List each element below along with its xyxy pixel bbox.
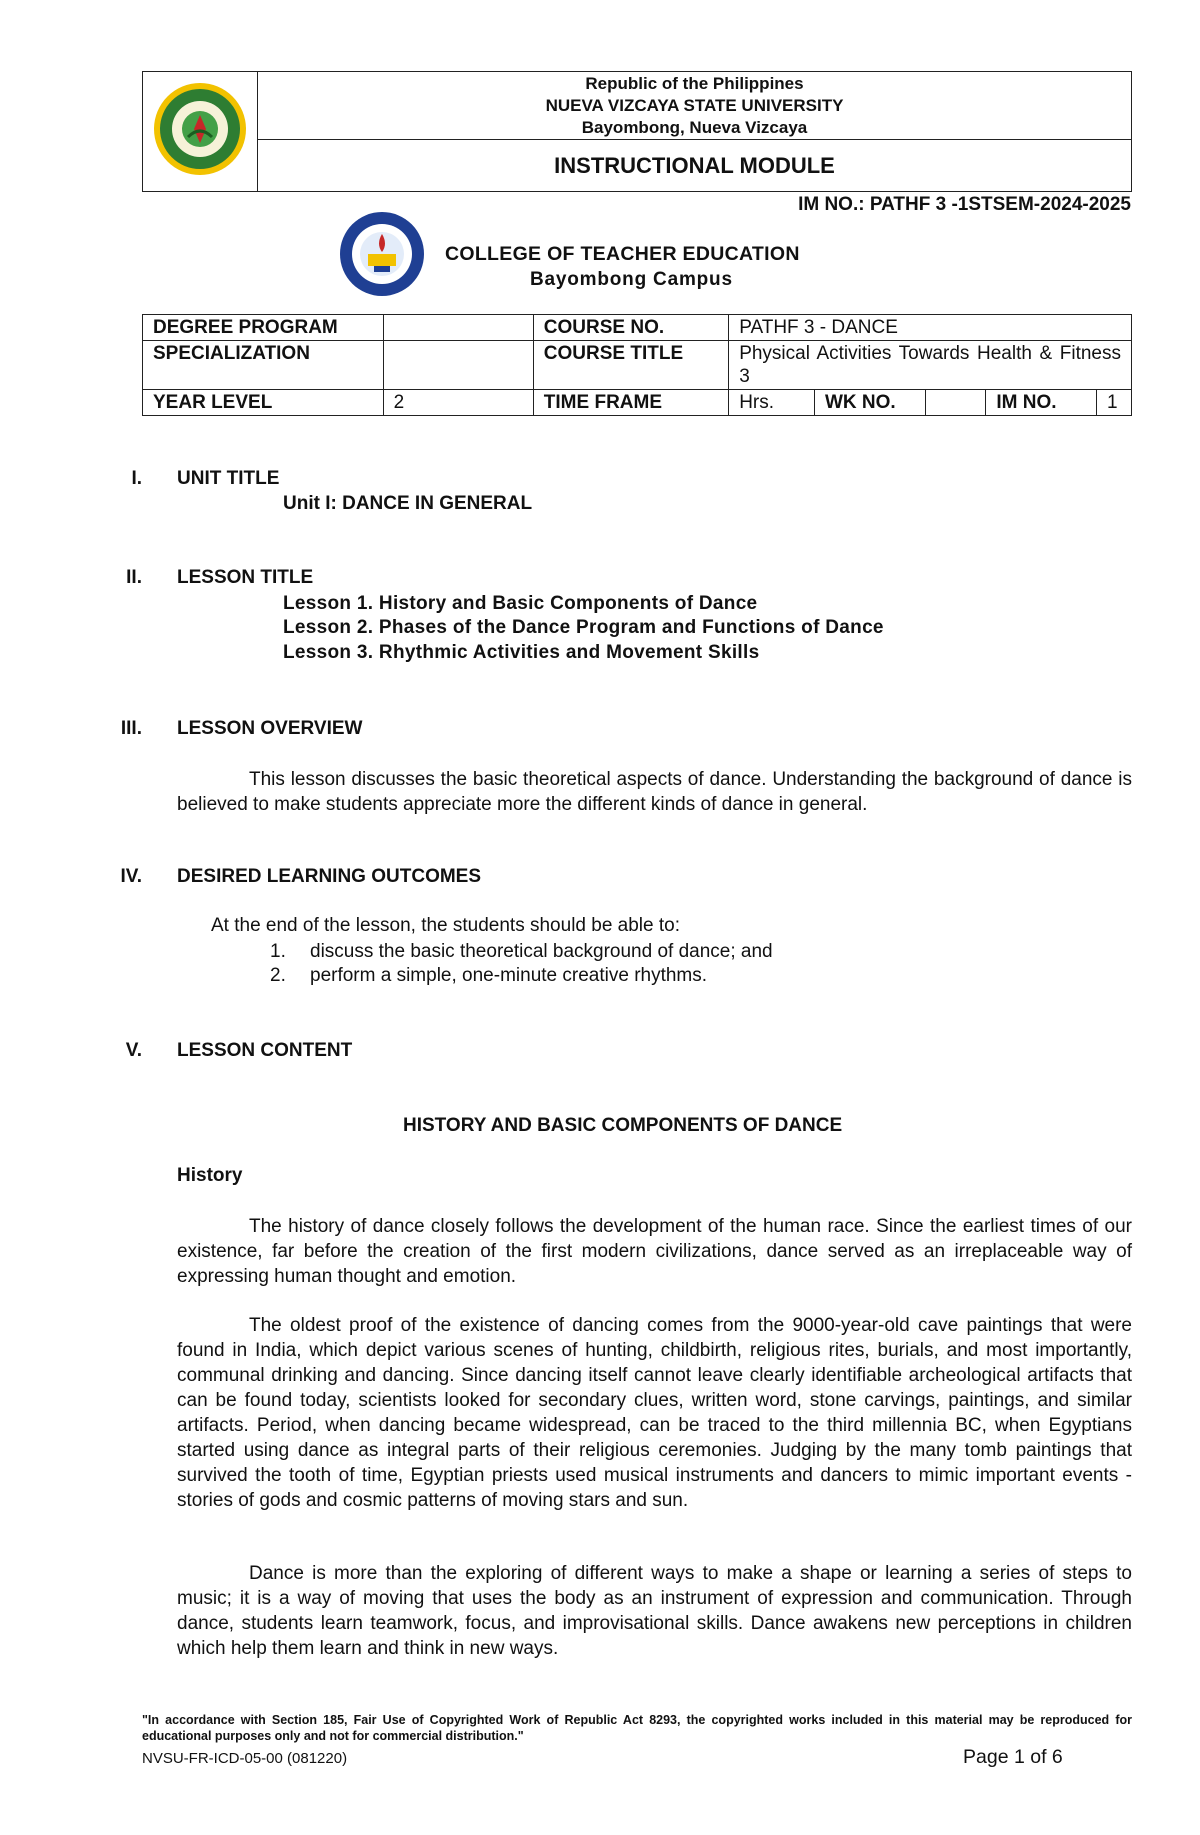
time-frame-label: TIME FRAME — [533, 390, 728, 416]
section-2-title: LESSON TITLE — [177, 567, 314, 588]
lesson-3-title: Lesson 3. Rhythmic Activities and Movement Skills — [283, 642, 760, 663]
im-no-label: IM NO. — [986, 390, 1097, 416]
list-item-number: 1. — [270, 941, 286, 962]
paragraph-text: The history of dance closely follows the development of the human race. Since the earliest times of our existence, far before the creation of the first modern civilizations, dance served as an irreplaceable way of expressing human thought and emotion. — [177, 1216, 1132, 1287]
content-heading: HISTORY AND BASIC COMPONENTS OF DANCE — [403, 1115, 843, 1136]
degree-program-label: DEGREE PROGRAM — [143, 315, 384, 341]
header-address — [258, 72, 1132, 140]
section-1-number: I. — [131, 468, 142, 489]
lesson-1-title: Lesson 1. History and Basic Components of Dance — [283, 593, 758, 614]
university-seal-cell — [143, 72, 258, 192]
list-item-text: perform a simple, one-minute creative rhythms. — [310, 965, 708, 986]
course-no-value: PATHF 3 - DANCE — [729, 315, 1132, 341]
lesson-2-title: Lesson 2. Phases of the Dance Program and Functions of Dance — [283, 617, 884, 638]
college-campus: Bayombong Campus — [530, 269, 733, 290]
outcomes-intro: At the end of the lesson, the students should be able to: — [211, 915, 680, 936]
course-no-label: COURSE NO. — [533, 315, 728, 341]
section-4-number: IV. — [120, 866, 142, 887]
college-name: COLLEGE OF TEACHER EDUCATION — [445, 243, 800, 265]
section-3-number: III. — [120, 718, 142, 739]
degree-program-value — [383, 315, 533, 341]
history-paragraph-3 — [177, 1561, 1132, 1661]
course-title-value: Physical Activities Towards Health & Fitness 3 — [729, 341, 1132, 390]
paragraph-text: Dance is more than the exploring of different ways to make a shape or learning a series of steps to music; it is a way of moving that uses the body as an instrument of expression and communication. Through dance, students learn teamwork, focus, and improvisational skills. Dance awakens new perceptions in children which help them learn and think in new ways. — [177, 1563, 1132, 1659]
list-item — [270, 940, 773, 964]
header-box — [142, 71, 1132, 192]
page-number: Page 1 of 6 — [963, 1746, 1063, 1768]
outcomes-list — [270, 940, 773, 988]
section-1-title: UNIT TITLE — [177, 468, 280, 489]
section-5-number: V. — [125, 1040, 142, 1061]
overview-text: This lesson discusses the basic theoretical aspects of dance. Understanding the background of dance is believed to make students appreciate more the different kinds of dance in general. — [177, 769, 1132, 815]
university-location: Bayombong, Nueva Vizcaya — [581, 117, 808, 137]
course-title-label: COURSE TITLE — [533, 341, 728, 390]
module-label: INSTRUCTIONAL MODULE — [258, 140, 1132, 192]
wk-no-value — [925, 390, 986, 416]
university-seal-icon — [152, 81, 248, 177]
paragraph-text: The oldest proof of the existence of dancing comes from the 9000-year-old cave paintings that were found in India, which depict various scenes of hunting, childbirth, religious rites, burials, and most importantly, communal drinking and dancing. Since dancing itself cannot leave clearly identifiable archeological artifacts that can be found today, scientists looked for secondary clues, written word, stone carvings, paintings, and similar artifacts. Period, when dancing became widespread, can be traced to the third millennia BC, when Egyptians started using dance as integral parts of their religious ceremonies. Judging by the many tomb paintings that survived the tooth of time, Egyptian priests used musical instruments and dancers to mimic important events - stories of gods and cosmic patterns of moving stars and sun. — [177, 1315, 1132, 1511]
list-item-number: 2. — [270, 965, 286, 986]
list-item-text: discuss the basic theoretical background of dance; and — [310, 941, 773, 962]
course-info-table — [142, 314, 1132, 416]
year-level-label: YEAR LEVEL — [143, 390, 384, 416]
wk-no-label: WK NO. — [814, 390, 925, 416]
college-seal-icon — [330, 210, 434, 298]
republic-line: Republic of the Philippines — [585, 73, 804, 93]
unit-title: Unit I: DANCE IN GENERAL — [283, 493, 533, 514]
copyright-note: "In accordance with Section 185, Fair Use of Copyrighted Work of Republic Act 8293, the copyrighted works included in this material may be reproduced for educational purposes only and not for commercial distribution." — [142, 1713, 1132, 1743]
specialization-value — [383, 341, 533, 390]
im-number: IM NO.: PATHF 3 -1STSEM-2024-2025 — [798, 194, 1131, 215]
history-paragraph-2 — [177, 1313, 1132, 1513]
section-5-title: LESSON CONTENT — [177, 1040, 353, 1061]
history-paragraph-1 — [177, 1214, 1132, 1289]
section-4-title: DESIRED LEARNING OUTCOMES — [177, 866, 482, 887]
year-level-value: 2 — [383, 390, 533, 416]
im-no-value: 1 — [1096, 390, 1131, 416]
section-2-number: II. — [126, 567, 142, 588]
overview-paragraph — [177, 767, 1132, 817]
content-subheading: History — [177, 1165, 243, 1186]
form-code: NVSU-FR-ICD-05-00 (081220) — [142, 1750, 348, 1767]
section-3-title: LESSON OVERVIEW — [177, 718, 363, 739]
list-item — [270, 964, 773, 988]
specialization-label: SPECIALIZATION — [143, 341, 384, 390]
time-frame-value: Hrs. — [729, 390, 815, 416]
university-name: NUEVA VIZCAYA STATE UNIVERSITY — [545, 95, 844, 115]
